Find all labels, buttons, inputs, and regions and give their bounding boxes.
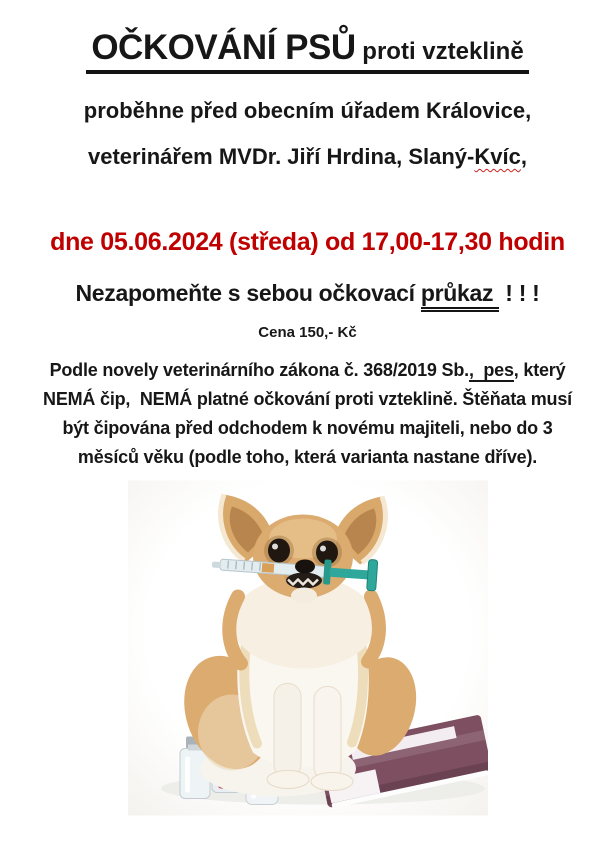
law-line-2: NEMÁ čip, NEMÁ platné očkování proti vzteklině. Štěňata musí [43, 389, 572, 410]
title-sub: proti vzteklině [355, 38, 524, 65]
law-line-1 [0, 356, 615, 385]
title-main: OČKOVÁNÍ PSŮ [91, 28, 356, 67]
law-paragraph [0, 356, 615, 472]
intro-line-2 [0, 142, 615, 172]
misspelled-word: Kvíc [474, 144, 521, 170]
law-line-1-pre: Podle novely veterinárního zákona č. 368/2019 Sb. [49, 360, 469, 381]
law-line-4: měsíců věku (podle toho, která varianta nastane dříve). [77, 447, 538, 468]
date-time-line: dne 05.06.2024 (středa) od 17,00-17,30 hodin [50, 228, 565, 257]
intro-line-1: proběhne před obecním úřadem Královice, [83, 98, 532, 124]
intro-line-2-comma: , [520, 144, 527, 170]
page-title [0, 28, 615, 74]
vaccination-flyer [0, 28, 615, 853]
dog-illustration [128, 480, 488, 816]
reminder-underlined-word: průkaz [421, 280, 499, 312]
chihuahua-syringe-photo [0, 480, 615, 816]
title-underline-wrap [86, 28, 528, 74]
law-line-1-underlined: , pes [468, 360, 514, 381]
reminder-exclamations: ! ! ! [499, 280, 540, 307]
reminder-text: Nezapomeňte s sebou očkovací [75, 280, 421, 307]
reminder-line [0, 278, 615, 308]
intro-line-2-text: veterinářem MVDr. Jiří Hrdina, Slaný- [88, 144, 475, 170]
law-line-3: být čipována před odchodem k novému majiteli, nebo do 3 [62, 418, 553, 439]
law-line-1-post: , který [513, 360, 566, 381]
price-line: Cena 150,- Kč [258, 324, 357, 342]
